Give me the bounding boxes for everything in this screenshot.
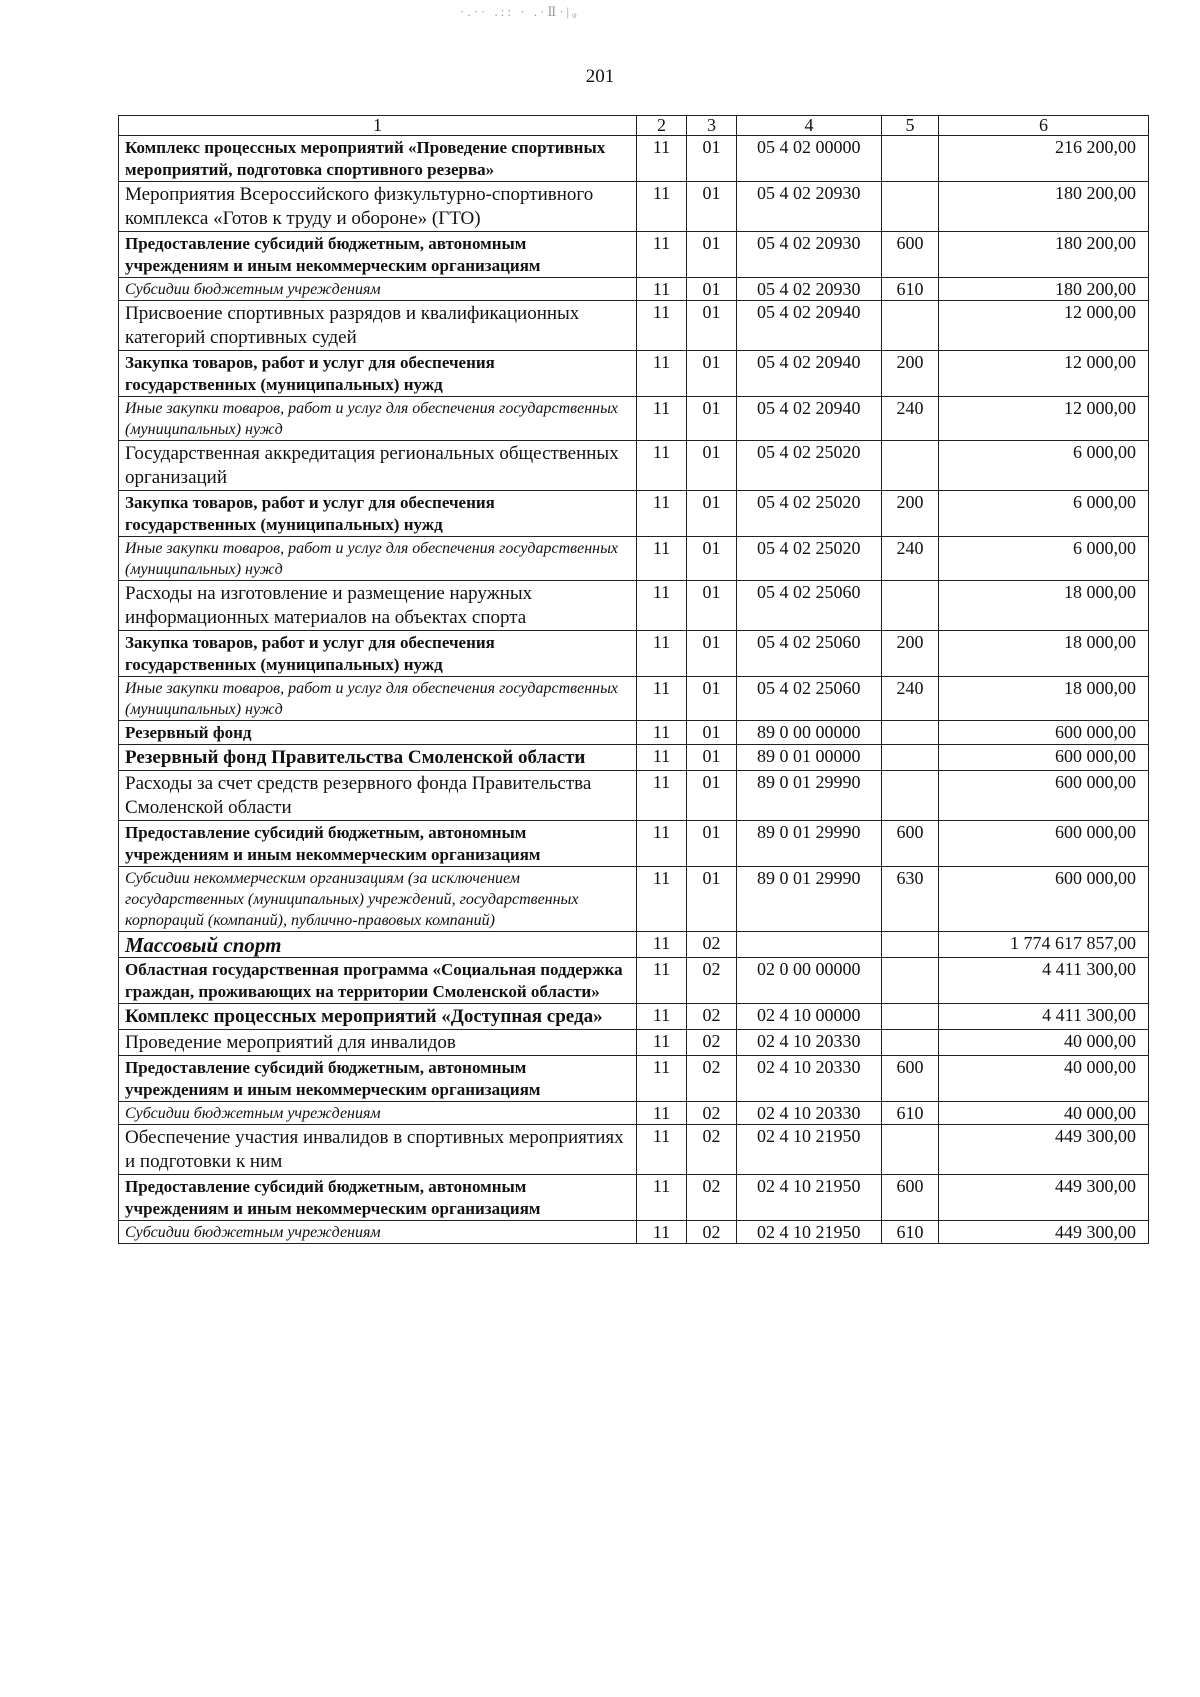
row-subsection-code: 01 — [687, 581, 737, 631]
table-row — [119, 745, 1149, 771]
table-row — [119, 867, 1149, 932]
scan-noise-marks: ·.·· .:: · .·Ⅱ·|ᵩ — [460, 4, 580, 19]
row-subsection-code: 02 — [687, 1175, 737, 1221]
row-amount: 6 000,00 — [939, 537, 1149, 581]
row-expense-type: 630 — [882, 867, 939, 932]
row-expense-type — [882, 771, 939, 821]
row-expense-type: 610 — [882, 1102, 939, 1125]
row-name: Обеспечение участия инвалидов в спортивных мероприятиях и подготовки к ним — [119, 1125, 637, 1175]
row-expense-type — [882, 182, 939, 232]
row-name: Закупка товаров, работ и услуг для обеспечения государственных (муниципальных) нужд — [119, 631, 637, 677]
row-section-code: 11 — [637, 581, 687, 631]
row-target-article: 02 4 10 20330 — [737, 1102, 882, 1125]
row-section-code: 11 — [637, 821, 687, 867]
row-name: Комплекс процессных мероприятий «Проведение спортивных мероприятий, подготовка спортивного резерва» — [119, 136, 637, 182]
row-section-code: 11 — [637, 301, 687, 351]
row-subsection-code: 01 — [687, 745, 737, 771]
table-row — [119, 958, 1149, 1004]
row-name: Проведение мероприятий для инвалидов — [119, 1030, 637, 1056]
row-target-article: 02 4 10 20330 — [737, 1030, 882, 1056]
table-row — [119, 821, 1149, 867]
row-target-article: 02 4 10 21950 — [737, 1125, 882, 1175]
row-expense-type: 200 — [882, 491, 939, 537]
row-name: Предоставление субсидий бюджетным, автономным учреждениям и иным некоммерческим организациям — [119, 232, 637, 278]
row-expense-type — [882, 932, 939, 958]
row-amount: 12 000,00 — [939, 351, 1149, 397]
row-section-code: 11 — [637, 1102, 687, 1125]
table-row — [119, 721, 1149, 745]
row-expense-type — [882, 301, 939, 351]
row-amount: 449 300,00 — [939, 1175, 1149, 1221]
row-amount: 40 000,00 — [939, 1030, 1149, 1056]
row-name: Массовый спорт — [119, 932, 637, 958]
table-row — [119, 1221, 1149, 1244]
table-row — [119, 136, 1149, 182]
row-target-article: 89 0 01 29990 — [737, 771, 882, 821]
row-subsection-code: 02 — [687, 1004, 737, 1030]
row-section-code: 11 — [637, 232, 687, 278]
row-amount: 1 774 617 857,00 — [939, 932, 1149, 958]
row-section-code: 11 — [637, 1056, 687, 1102]
row-expense-type — [882, 136, 939, 182]
table-row — [119, 278, 1149, 301]
table-row — [119, 1056, 1149, 1102]
row-amount: 449 300,00 — [939, 1221, 1149, 1244]
table-row — [119, 182, 1149, 232]
row-subsection-code: 01 — [687, 232, 737, 278]
row-target-article: 05 4 02 25060 — [737, 677, 882, 721]
table-row — [119, 1175, 1149, 1221]
row-subsection-code: 01 — [687, 397, 737, 441]
row-subsection-code: 01 — [687, 441, 737, 491]
row-section-code: 11 — [637, 721, 687, 745]
row-section-code: 11 — [637, 1221, 687, 1244]
row-amount: 600 000,00 — [939, 821, 1149, 867]
row-name: Предоставление субсидий бюджетным, автономным учреждениям и иным некоммерческим организациям — [119, 1175, 637, 1221]
row-name: Иные закупки товаров, работ и услуг для обеспечения государственных (муниципальных) нужд — [119, 677, 637, 721]
row-expense-type: 610 — [882, 278, 939, 301]
row-amount: 180 200,00 — [939, 182, 1149, 232]
row-section-code: 11 — [637, 491, 687, 537]
row-expense-type — [882, 1030, 939, 1056]
row-target-article: 05 4 02 20930 — [737, 278, 882, 301]
row-subsection-code: 01 — [687, 821, 737, 867]
row-amount: 12 000,00 — [939, 301, 1149, 351]
row-name: Присвоение спортивных разрядов и квалификационных категорий спортивных судей — [119, 301, 637, 351]
row-name: Закупка товаров, работ и услуг для обеспечения государственных (муниципальных) нужд — [119, 491, 637, 537]
header-col-4: 4 — [737, 116, 882, 136]
row-name: Мероприятия Всероссийского физкультурно-спортивного комплекса «Готов к труду и обороне» (ГТО) — [119, 182, 637, 232]
row-name: Субсидии бюджетным учреждениям — [119, 278, 637, 301]
row-expense-type: 240 — [882, 537, 939, 581]
row-amount: 6 000,00 — [939, 491, 1149, 537]
row-target-article: 05 4 02 20940 — [737, 301, 882, 351]
row-target-article: 89 0 01 29990 — [737, 821, 882, 867]
table-header-row — [119, 116, 1149, 136]
row-target-article: 05 4 02 20930 — [737, 232, 882, 278]
row-target-article — [737, 932, 882, 958]
row-section-code: 11 — [637, 537, 687, 581]
row-target-article: 02 4 10 20330 — [737, 1056, 882, 1102]
row-name: Иные закупки товаров, работ и услуг для обеспечения государственных (муниципальных) нужд — [119, 537, 637, 581]
table-body — [119, 136, 1149, 1244]
row-amount: 12 000,00 — [939, 397, 1149, 441]
row-amount: 4 411 300,00 — [939, 1004, 1149, 1030]
row-target-article: 05 4 02 00000 — [737, 136, 882, 182]
row-target-article: 02 4 10 21950 — [737, 1221, 882, 1244]
row-expense-type — [882, 1004, 939, 1030]
row-subsection-code: 01 — [687, 677, 737, 721]
row-target-article: 02 4 10 00000 — [737, 1004, 882, 1030]
row-subsection-code: 01 — [687, 278, 737, 301]
row-amount: 40 000,00 — [939, 1102, 1149, 1125]
row-amount: 600 000,00 — [939, 745, 1149, 771]
row-name: Комплекс процессных мероприятий «Доступная среда» — [119, 1004, 637, 1030]
row-expense-type — [882, 721, 939, 745]
row-subsection-code: 02 — [687, 1056, 737, 1102]
row-subsection-code: 01 — [687, 721, 737, 745]
table-row — [119, 232, 1149, 278]
table-row — [119, 351, 1149, 397]
row-subsection-code: 02 — [687, 1030, 737, 1056]
header-col-6: 6 — [939, 116, 1149, 136]
row-amount: 600 000,00 — [939, 867, 1149, 932]
row-subsection-code: 01 — [687, 631, 737, 677]
row-subsection-code: 01 — [687, 351, 737, 397]
row-subsection-code: 01 — [687, 182, 737, 232]
row-amount: 18 000,00 — [939, 677, 1149, 721]
row-expense-type — [882, 581, 939, 631]
row-target-article: 89 0 00 00000 — [737, 721, 882, 745]
row-target-article: 05 4 02 20930 — [737, 182, 882, 232]
row-amount: 600 000,00 — [939, 771, 1149, 821]
row-section-code: 11 — [637, 1125, 687, 1175]
row-target-article: 05 4 02 25020 — [737, 441, 882, 491]
row-amount: 4 411 300,00 — [939, 958, 1149, 1004]
table-row — [119, 301, 1149, 351]
row-amount: 180 200,00 — [939, 232, 1149, 278]
table-row — [119, 932, 1149, 958]
row-expense-type: 240 — [882, 677, 939, 721]
row-subsection-code: 02 — [687, 1221, 737, 1244]
row-section-code: 11 — [637, 397, 687, 441]
row-amount: 18 000,00 — [939, 631, 1149, 677]
row-expense-type: 600 — [882, 1175, 939, 1221]
row-section-code: 11 — [637, 278, 687, 301]
row-name: Предоставление субсидий бюджетным, автономным учреждениям и иным некоммерческим организациям — [119, 1056, 637, 1102]
row-subsection-code: 01 — [687, 537, 737, 581]
row-target-article: 05 4 02 25020 — [737, 537, 882, 581]
row-expense-type: 600 — [882, 232, 939, 278]
row-name: Резервный фонд Правительства Смоленской области — [119, 745, 637, 771]
row-target-article: 05 4 02 25060 — [737, 631, 882, 677]
row-subsection-code: 02 — [687, 1102, 737, 1125]
row-amount: 600 000,00 — [939, 721, 1149, 745]
row-subsection-code: 01 — [687, 867, 737, 932]
row-section-code: 11 — [637, 677, 687, 721]
row-expense-type: 200 — [882, 631, 939, 677]
row-target-article: 89 0 01 29990 — [737, 867, 882, 932]
row-subsection-code: 01 — [687, 301, 737, 351]
row-target-article: 05 4 02 25060 — [737, 581, 882, 631]
row-section-code: 11 — [637, 351, 687, 397]
row-name: Субсидии бюджетным учреждениям — [119, 1221, 637, 1244]
table-row — [119, 537, 1149, 581]
row-section-code: 11 — [637, 631, 687, 677]
row-section-code: 11 — [637, 771, 687, 821]
row-expense-type: 600 — [882, 1056, 939, 1102]
table-row — [119, 491, 1149, 537]
row-target-article: 05 4 02 25020 — [737, 491, 882, 537]
row-target-article: 05 4 02 20940 — [737, 351, 882, 397]
row-section-code: 11 — [637, 1175, 687, 1221]
row-amount: 216 200,00 — [939, 136, 1149, 182]
row-expense-type: 600 — [882, 821, 939, 867]
row-section-code: 11 — [637, 745, 687, 771]
header-col-5: 5 — [882, 116, 939, 136]
row-subsection-code: 01 — [687, 136, 737, 182]
row-expense-type: 610 — [882, 1221, 939, 1244]
row-section-code: 11 — [637, 1030, 687, 1056]
row-amount: 18 000,00 — [939, 581, 1149, 631]
row-name: Субсидии некоммерческим организациям (за исключением государственных (муниципальных) учреждений, государственных корпораций (компаний), публично-правовых компаний) — [119, 867, 637, 932]
table-row — [119, 1102, 1149, 1125]
row-subsection-code: 01 — [687, 491, 737, 537]
row-section-code: 11 — [637, 182, 687, 232]
table-row — [119, 631, 1149, 677]
row-section-code: 11 — [637, 1004, 687, 1030]
row-name: Областная государственная программа «Социальная поддержка граждан, проживающих на территории Смоленской области» — [119, 958, 637, 1004]
row-amount: 6 000,00 — [939, 441, 1149, 491]
row-expense-type — [882, 745, 939, 771]
table-row — [119, 677, 1149, 721]
row-subsection-code: 02 — [687, 932, 737, 958]
row-subsection-code: 02 — [687, 1125, 737, 1175]
row-name: Закупка товаров, работ и услуг для обеспечения государственных (муниципальных) нужд — [119, 351, 637, 397]
row-expense-type — [882, 958, 939, 1004]
row-amount: 449 300,00 — [939, 1125, 1149, 1175]
header-col-3: 3 — [687, 116, 737, 136]
row-target-article: 89 0 01 00000 — [737, 745, 882, 771]
table-row — [119, 441, 1149, 491]
row-expense-type — [882, 1125, 939, 1175]
header-col-1: 1 — [119, 116, 637, 136]
table-row — [119, 1004, 1149, 1030]
row-expense-type: 200 — [882, 351, 939, 397]
table-row — [119, 1125, 1149, 1175]
row-name: Расходы на изготовление и размещение наружных информационных материалов на объектах спорта — [119, 581, 637, 631]
row-target-article: 02 0 00 00000 — [737, 958, 882, 1004]
row-subsection-code: 01 — [687, 771, 737, 821]
row-name: Иные закупки товаров, работ и услуг для обеспечения государственных (муниципальных) нужд — [119, 397, 637, 441]
page-number: 201 — [585, 66, 615, 87]
header-col-2: 2 — [637, 116, 687, 136]
row-expense-type — [882, 441, 939, 491]
budget-table — [118, 115, 1149, 1244]
table-row — [119, 397, 1149, 441]
row-amount: 40 000,00 — [939, 1056, 1149, 1102]
table-row — [119, 1030, 1149, 1056]
table-row — [119, 581, 1149, 631]
row-section-code: 11 — [637, 441, 687, 491]
row-target-article: 05 4 02 20940 — [737, 397, 882, 441]
row-section-code: 11 — [637, 932, 687, 958]
table-row — [119, 771, 1149, 821]
row-name: Расходы за счет средств резервного фонда Правительства Смоленской области — [119, 771, 637, 821]
row-name: Субсидии бюджетным учреждениям — [119, 1102, 637, 1125]
row-subsection-code: 02 — [687, 958, 737, 1004]
row-name: Предоставление субсидий бюджетным, автономным учреждениям и иным некоммерческим организациям — [119, 821, 637, 867]
row-section-code: 11 — [637, 958, 687, 1004]
row-name: Государственная аккредитация региональных общественных организаций — [119, 441, 637, 491]
row-name: Резервный фонд — [119, 721, 637, 745]
row-amount: 180 200,00 — [939, 278, 1149, 301]
row-target-article: 02 4 10 21950 — [737, 1175, 882, 1221]
row-section-code: 11 — [637, 867, 687, 932]
row-expense-type: 240 — [882, 397, 939, 441]
row-section-code: 11 — [637, 136, 687, 182]
